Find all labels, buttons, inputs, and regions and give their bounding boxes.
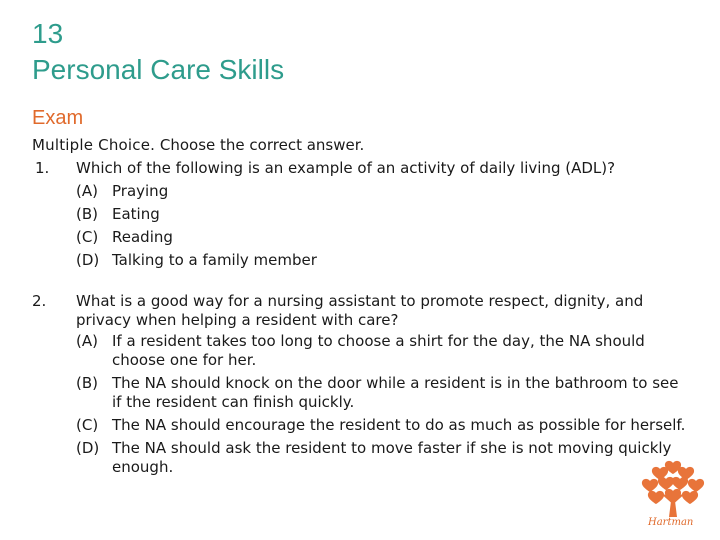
option-letter: (A) [76,182,98,200]
section-heading: Exam [32,107,84,129]
instructions-lead: Multiple Choice. [32,136,156,154]
option-letter: (C) [76,416,99,434]
question-stem: What is a good way for a nursing assistant to promote respect, dignity, and privacy when helping a resident with care? [76,292,644,329]
chapter-number: 13 [32,18,64,49]
answer-option-a[interactable] [76,332,692,370]
option-text: The NA should ask the resident to move faster if she is not moving quickly enough. [112,439,672,476]
option-text: If a resident takes too long to choose a shirt for the day, the NA should choose one for her. [112,332,645,369]
question-2 [32,292,692,477]
option-letter: (D) [76,251,100,269]
answer-option-c[interactable] [76,416,692,435]
option-text: Eating [112,205,160,223]
question-1 [32,159,692,270]
exam-content [32,136,692,481]
question-number: 1. [35,159,50,177]
option-text: Talking to a family member [112,251,317,269]
option-text: The NA should encourage the resident to do as much as possible for herself. [112,416,686,434]
option-letter: (B) [76,374,98,392]
option-text: The NA should knock on the door while a resident is in the bathroom to see if the resident can finish quickly. [112,374,679,411]
option-text: Praying [112,182,169,200]
brand-logo-text: Hartman [648,517,694,528]
question-number: 2. [32,292,47,310]
option-letter: (B) [76,205,98,223]
option-letter: (D) [76,439,100,457]
question-stem: Which of the following is an example of an activity of daily living (ADL)? [76,159,616,177]
instructions [32,136,692,155]
option-letter: (A) [76,332,98,350]
answer-option-d[interactable] [76,439,692,477]
slide-title [32,16,284,88]
chapter-title: Personal Care Skills [32,54,285,85]
answer-option-d[interactable] [76,251,692,270]
option-text: Reading [112,228,173,246]
answer-option-c[interactable] [76,228,692,247]
instructions-text: Choose the correct answer. [155,136,365,154]
option-letter: (C) [76,228,99,246]
answer-option-a[interactable] [76,182,692,201]
answer-option-b[interactable] [76,374,692,412]
answer-option-b[interactable] [76,205,692,224]
